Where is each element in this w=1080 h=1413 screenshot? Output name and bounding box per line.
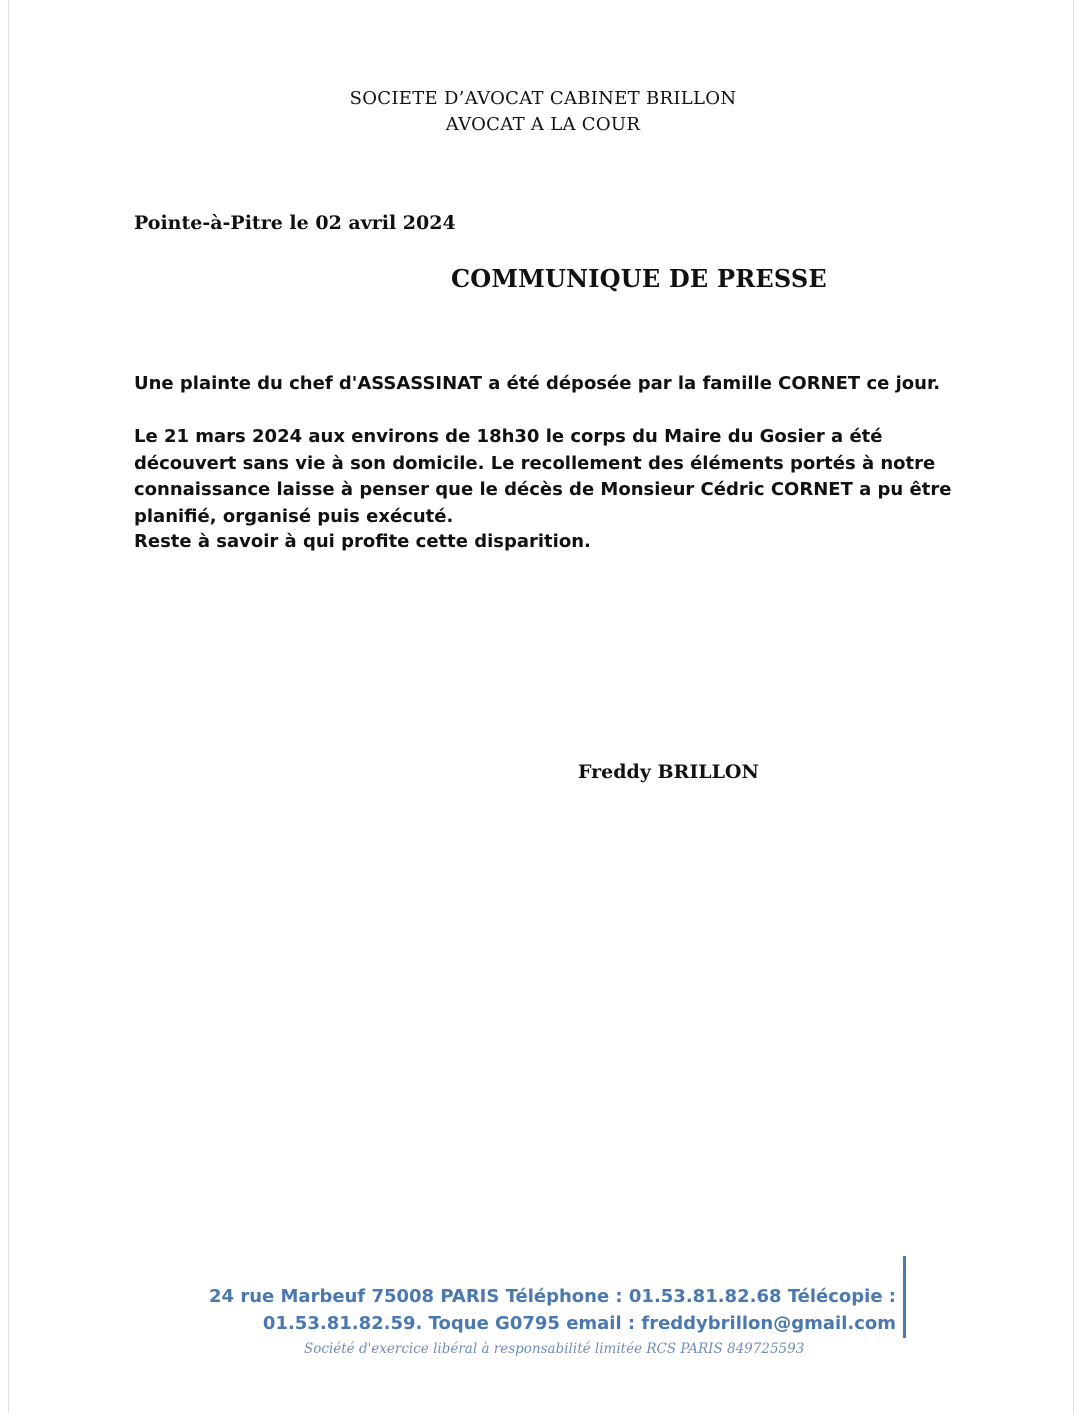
footer-contact xyxy=(200,1283,896,1337)
footer-contact-line: 01.53.81.82.59. Toque G0795 email : freddybrillon@gmail.com xyxy=(262,1313,896,1334)
firm-subtitle: AVOCAT A LA COUR xyxy=(445,114,641,135)
page-title: COMMUNIQUE DE PRESSE xyxy=(451,264,827,293)
paragraph-conclusion: Reste à savoir à qui profite cette disparition. xyxy=(134,531,591,552)
signature-name: Freddy BRILLON xyxy=(578,761,759,783)
paragraph-facts: Le 21 mars 2024 aux environs de 18h30 le corps du Maire du Gosier a été découvert sans vie à son domicile. Le recollement des éléments portés à notre connaissance laisse à penser que le décès de Monsieur Cédric CORNET a pu être planifié, organisé puis exécuté. xyxy=(134,426,952,527)
footer-legal-notice: Société d'exercice libéral à responsabilité limitée RCS PARIS 849725593 xyxy=(304,1341,805,1357)
footer-accent-bar xyxy=(903,1256,906,1338)
document-date: Pointe-à-Pitre le 02 avril 2024 xyxy=(134,212,456,234)
letterhead xyxy=(0,86,1080,138)
firm-name: SOCIETE D’AVOCAT CABINET BRILLON xyxy=(349,88,737,109)
paragraph-complaint: Une plainte du chef d'ASSASSINAT a été déposée par la famille CORNET ce jour. xyxy=(134,373,941,394)
footer-address-line: 24 rue Marbeuf 75008 PARIS Téléphone : 01.53.81.82.68 Télécopie : xyxy=(209,1286,896,1307)
